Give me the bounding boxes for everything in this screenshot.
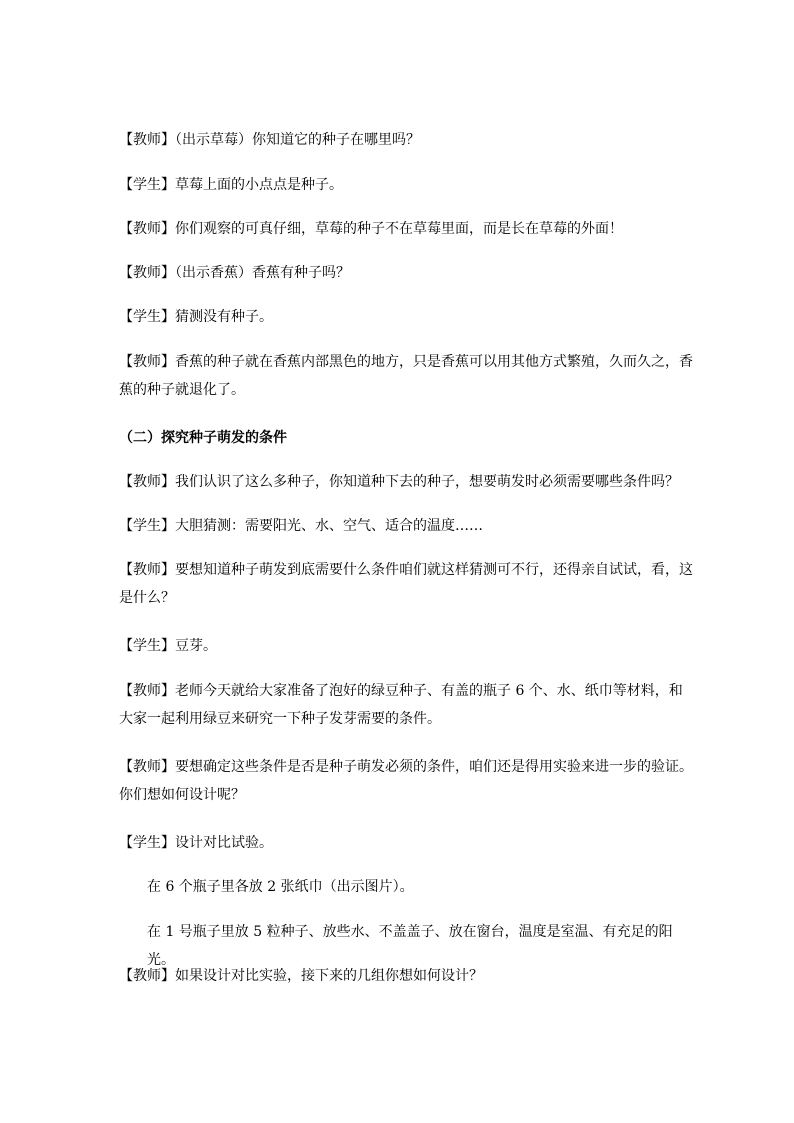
paragraph-text: 香蕉的种子就在香蕉内部黑色的地方，只是香蕉可以用其他方式繁殖，久而久之，香蕉的种子就退化了。 xyxy=(119,354,693,398)
paragraph-text: 猜测没有种子。 xyxy=(175,309,273,325)
paragraph-2 xyxy=(119,171,694,199)
speaker-label: 【教师】 xyxy=(119,562,175,578)
paragraph-text: 在 1 号瓶子里放 5 粒种子、放些水、不盖盖子、放在窗台，温度是室温、有充足的阳光。 xyxy=(147,924,673,968)
paragraph-text: 大胆猜测：需要阳光、水、空气、适合的温度…… xyxy=(175,518,483,534)
paragraph-5 xyxy=(119,303,694,331)
paragraph-11 xyxy=(119,632,694,660)
paragraph-text: 要想确定这些条件是否是种子萌发必须的条件，咱们还是得用实验来进一步的验证。你们想如何设计呢？ xyxy=(119,759,693,803)
paragraph-text: 要想知道种子萌发到底需要什么条件咱们就这样猜测可不行，还得亲自试试，看，这是什么？ xyxy=(119,562,693,606)
paragraph-text: （出示草莓）你知道它的种子在哪里吗？ xyxy=(175,132,420,148)
speaker-label: 【教师】 xyxy=(119,354,175,370)
paragraph-12 xyxy=(119,677,694,733)
paragraph-9 xyxy=(119,512,694,540)
speaker-label: 【教师】 xyxy=(119,132,175,148)
speaker-label: 【教师】 xyxy=(119,683,175,699)
paragraph-text: 在 6 个瓶子里各放 2 张纸巾（出示图片）。 xyxy=(147,879,414,895)
speaker-label: 【教师】 xyxy=(119,265,175,281)
speaker-label: 【学生】 xyxy=(119,177,175,193)
speaker-label: 【教师】 xyxy=(119,759,175,775)
paragraph-text: 如果设计对比实验，接下来的几组你想如何设计？ xyxy=(175,968,483,984)
paragraph-15 xyxy=(147,873,694,901)
paragraph-text: （出示香蕉）香蕉有种子吗？ xyxy=(175,265,350,281)
paragraph-text: 草莓上面的小点点是种子。 xyxy=(175,177,343,193)
paragraph-6 xyxy=(119,348,694,404)
paragraph-17 xyxy=(119,962,694,990)
speaker-label: 【教师】 xyxy=(119,968,175,984)
paragraph-text: 你们观察的可真仔细，草莓的种子不在草莓里面，而是长在草莓的外面！ xyxy=(175,221,623,237)
paragraph-3 xyxy=(119,215,694,243)
speaker-label: 【学生】 xyxy=(119,309,175,325)
section-heading-text: （二）探究种子萌发的条件 xyxy=(119,430,287,446)
section-heading xyxy=(119,424,694,452)
paragraph-8 xyxy=(119,468,694,496)
paragraph-text: 豆芽。 xyxy=(175,638,217,654)
paragraph-text: 我们认识了这么多种子，你知道种下去的种子，想要萌发时必须需要哪些条件吗？ xyxy=(175,474,679,490)
speaker-label: 【教师】 xyxy=(119,221,175,237)
paragraph-1 xyxy=(119,126,694,154)
speaker-label: 【学生】 xyxy=(119,835,175,851)
paragraph-10 xyxy=(119,556,694,612)
paragraph-4 xyxy=(119,259,694,287)
paragraph-13 xyxy=(119,753,694,809)
speaker-label: 【学生】 xyxy=(119,518,175,534)
paragraph-text: 老师今天就给大家准备了泡好的绿豆种子、有盖的瓶子 6 个、水、纸巾等材料，和大家一起利用绿豆来研究一下种子发芽需要的条件。 xyxy=(119,683,683,727)
speaker-label: 【教师】 xyxy=(119,474,175,490)
speaker-label: 【学生】 xyxy=(119,638,175,654)
paragraph-14 xyxy=(119,829,694,857)
paragraph-text: 设计对比试验。 xyxy=(175,835,273,851)
